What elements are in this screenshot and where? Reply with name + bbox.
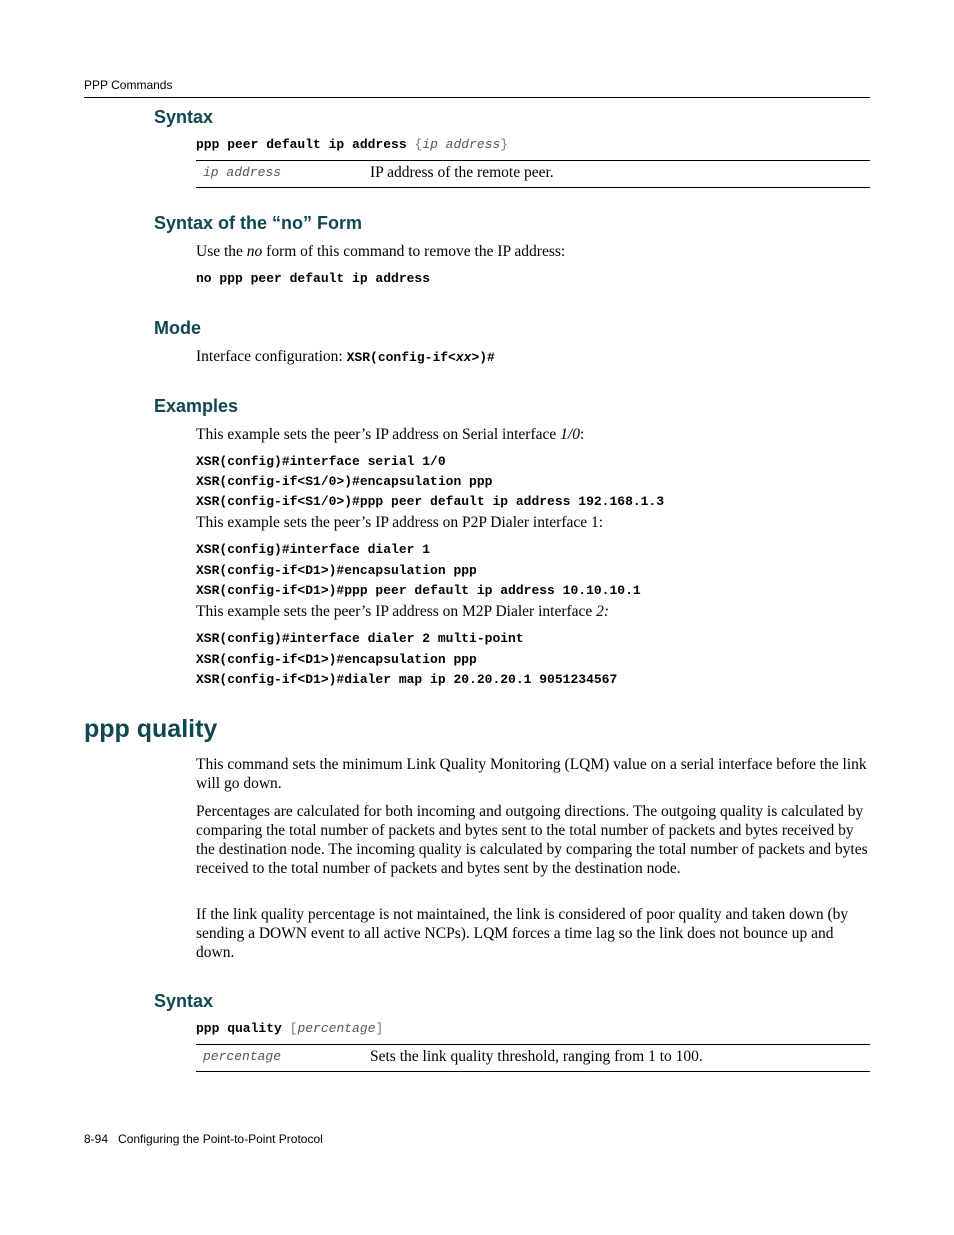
quality-syntax-argument: percentage [297, 1021, 376, 1036]
quality-syntax-close-bracket: ] [375, 1021, 384, 1036]
no-form-command: no ppp peer default ip address [196, 271, 431, 286]
no-form-text-post: form of this command to remove the IP address: [262, 243, 566, 260]
example2-line: XSR(config)#interface dialer 1 [196, 542, 431, 557]
syntax-argument: ip address [422, 137, 501, 152]
mode-prompt [347, 350, 495, 365]
mode-prompt-em: xx [455, 350, 472, 365]
syntax-open-brace: { [414, 137, 423, 152]
syntax-command [196, 137, 508, 152]
example1-text-pre: This example sets the peer’s IP address on Serial interface [196, 426, 561, 443]
example3-line: XSR(config-if<D1>)#encapsulation ppp [196, 652, 477, 667]
syntax-close-brace: } [500, 137, 509, 152]
example1-line: XSR(config)#interface serial 1/0 [196, 454, 446, 469]
syntax-heading: Syntax [154, 107, 214, 127]
example2-line: XSR(config-if<D1>)#ppp peer default ip address 10.10.10.1 [196, 583, 641, 598]
no-form-text [196, 242, 870, 261]
quality-parameter-name: percentage [203, 1049, 282, 1064]
no-form-heading: Syntax of the “no” Form [154, 213, 363, 233]
example1-line: XSR(config-if<S1/0>)#ppp peer default ip address 192.168.1.3 [196, 494, 665, 509]
quality-syntax-keyword: ppp quality [196, 1021, 282, 1036]
no-form-text-em: no [246, 243, 263, 260]
quality-parameter-table [196, 1044, 870, 1072]
mode-heading: Mode [154, 318, 201, 338]
page-footer [84, 1132, 323, 1146]
syntax-command-keyword: ppp peer default ip address [196, 137, 407, 152]
example3-text-em: 2: [596, 603, 610, 620]
example3-text [196, 602, 870, 621]
quality-syntax-open-bracket: [ [289, 1021, 298, 1036]
command-title: ppp quality [84, 715, 218, 743]
example3-line: XSR(config)#interface dialer 2 multi-point [196, 631, 524, 646]
example3-text-pre: This example sets the peer’s IP address on M2P Dialer interface [196, 603, 597, 620]
footer-title: Configuring the Point-to-Point Protocol [118, 1132, 323, 1146]
parameter-table [196, 160, 870, 188]
quality-parameter-description: Sets the link quality threshold, ranging from 1 to 100. [370, 1048, 703, 1065]
example3-line: XSR(config-if<D1>)#dialer map ip 20.20.20.1 9051234567 [196, 672, 618, 687]
examples-heading: Examples [154, 396, 239, 416]
quality-syntax-heading: Syntax [154, 991, 214, 1011]
no-form-text-pre: Use the [196, 243, 247, 260]
example1-text-em: 1/0 [560, 426, 580, 443]
parameter-description: IP address of the remote peer. [370, 164, 554, 181]
example1-text [196, 425, 870, 444]
quality-syntax-command [196, 1021, 383, 1036]
header-rule [84, 97, 870, 98]
parameter-name: ip address [203, 165, 282, 180]
mode-text [196, 347, 870, 367]
mode-label: Interface configuration: [196, 348, 347, 365]
description-paragraph-3: If the link quality percentage is not maintained, the link is considered of poor quality and taken down (by sending a DOWN event to all active NCPs). LQM forces a time lag so the link does not bounce up and down. [196, 906, 849, 961]
description-paragraph-1: This command sets the minimum Link Quality Monitoring (LQM) value on a serial interface before the link will go down. [196, 756, 867, 792]
example2-line: XSR(config-if<D1>)#encapsulation ppp [196, 563, 477, 578]
example1-line: XSR(config-if<S1/0>)#encapsulation ppp [196, 474, 493, 489]
example2-text: This example sets the peer’s IP address on P2P Dialer interface 1: [196, 514, 604, 531]
description-paragraph-2: Percentages are calculated for both incoming and outgoing directions. The outgoing quality is calculated by comparing the total number of packets and bytes sent to the total number of packets and bytes received by the destination node. The incoming quality is calculated by comparing the total number of packets and bytes received to the total number of packets and bytes sent by the destination node. [196, 803, 868, 877]
example1-text-post: : [579, 426, 585, 443]
mode-prompt-pre: XSR(config-if< [346, 350, 456, 365]
mode-prompt-post: >)# [471, 350, 495, 365]
running-header: PPP Commands [84, 78, 173, 92]
page-number: 8-94 [84, 1132, 109, 1146]
